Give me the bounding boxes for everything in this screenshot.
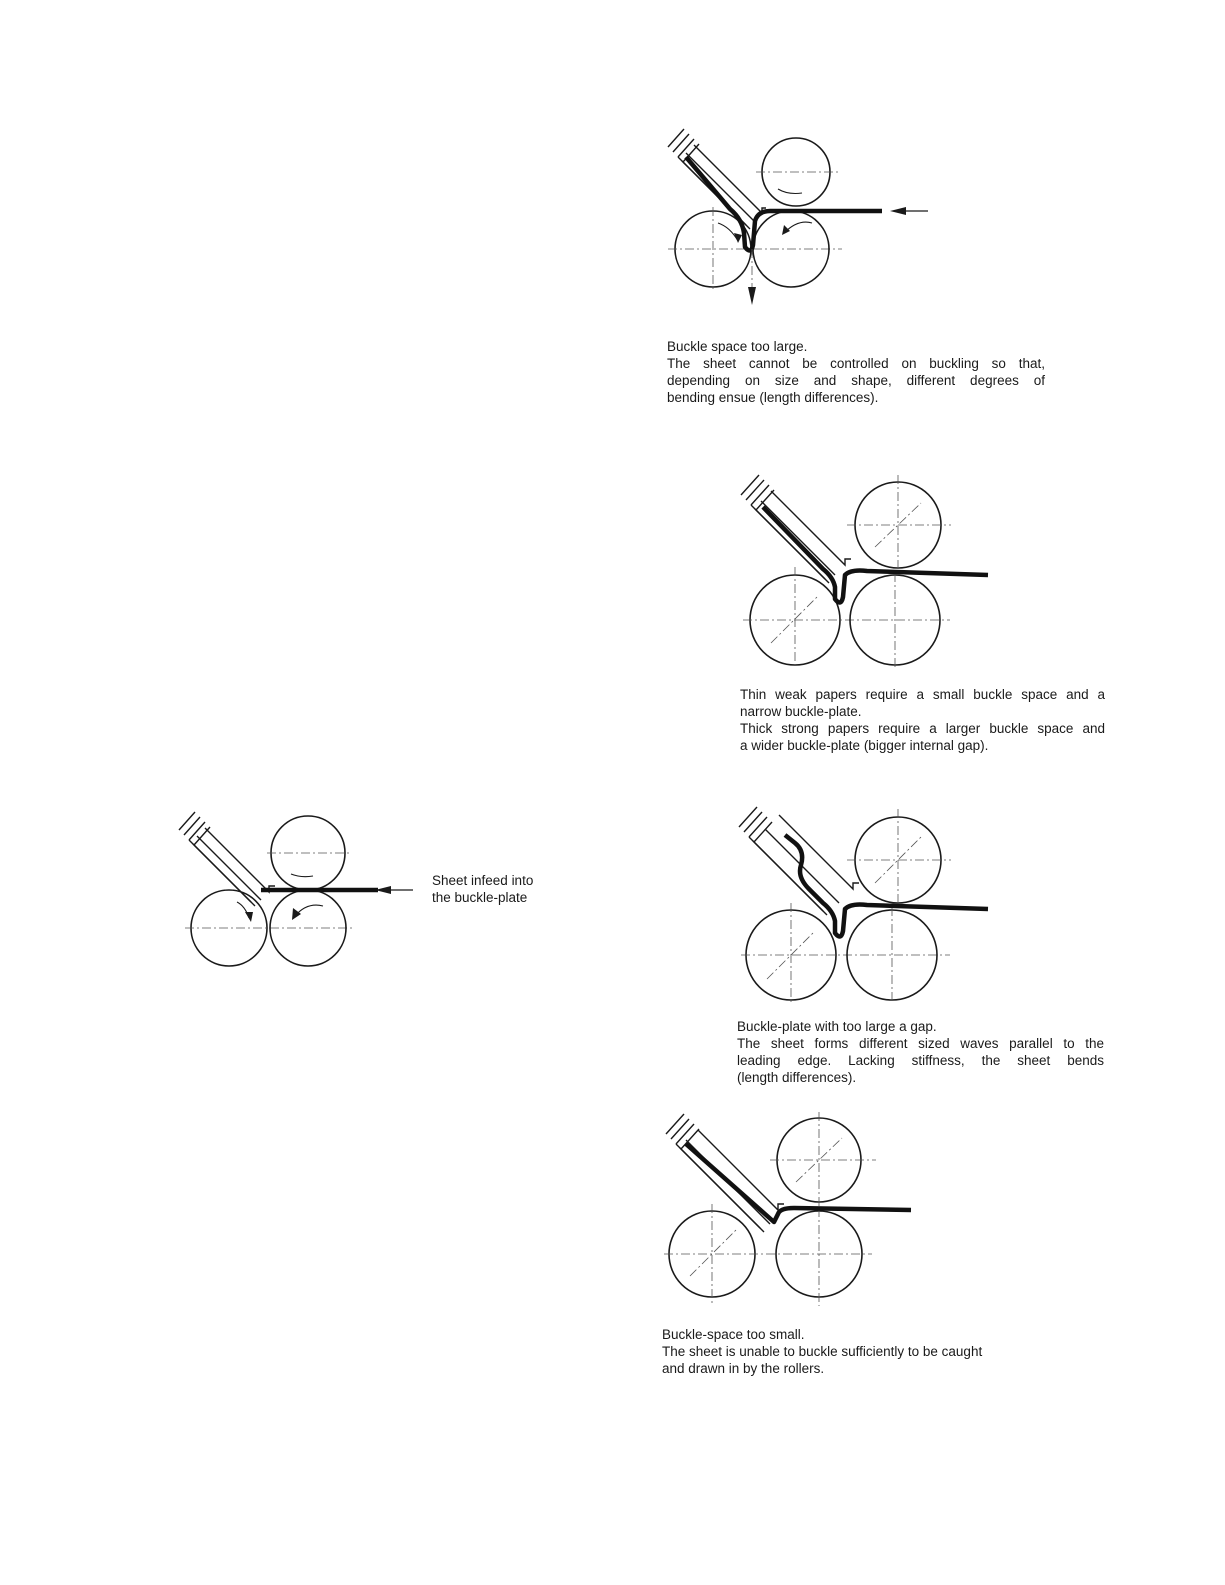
caption-line: a wider buckle-plate (bigger internal gap).: [740, 738, 989, 753]
caption-line: Buckle-space too small.: [662, 1327, 805, 1342]
diagram-gap-too-large: [735, 785, 995, 1005]
caption-sheet-infeed: [432, 872, 572, 906]
infeed-arrow-icon: [375, 886, 413, 894]
top-roller: [756, 138, 838, 206]
caption-buckle-space-too-small: [662, 1326, 1042, 1377]
diagram-buckle-space-too-small: [660, 1108, 920, 1313]
caption-thin-thick-papers: [740, 686, 1105, 754]
caption-line: The sheet forms different sized waves parallel to the: [737, 1036, 1104, 1051]
top-roller: [267, 816, 351, 890]
caption-line: Buckle space too large.: [667, 339, 808, 354]
caption-line: Buckle-plate with too large a gap.: [737, 1019, 937, 1034]
caption-line: Sheet infeed into: [432, 873, 534, 888]
top-roller: [847, 809, 951, 911]
caption-line: The sheet cannot be controlled on buckling so that,: [667, 356, 1045, 371]
buckle-plate: [741, 475, 851, 583]
outfeed-arrow-icon: [748, 249, 756, 305]
infeed-arrow-icon: [890, 207, 928, 215]
caption-line: narrow buckle-plate.: [740, 704, 862, 719]
caption-line: depending on size and shape, different degrees of: [667, 373, 1045, 388]
top-roller: [770, 1112, 876, 1212]
caption-line: Thin weak papers require a small buckle space and a: [740, 687, 1105, 702]
caption-line: and drawn in by the rollers.: [662, 1361, 825, 1376]
bottom-right-roller: [776, 1208, 862, 1306]
top-roller: [847, 475, 951, 575]
caption-gap-too-large: [737, 1018, 1104, 1086]
caption-line: bending ensue (length differences).: [667, 390, 879, 405]
caption-line: the buckle-plate: [432, 890, 528, 905]
buckle-plate: [668, 129, 766, 229]
diagram-thin-thick-papers: [735, 455, 995, 670]
caption-buckle-space-too-large: [667, 338, 1045, 406]
diagram-buckle-space-too-large: [660, 115, 950, 315]
sheet: [785, 835, 988, 937]
caption-line: leading edge. Lacking stiffness, the sheet bends: [737, 1053, 1104, 1068]
sheet: [686, 1144, 911, 1222]
sheet: [763, 507, 988, 603]
caption-line: (length differences).: [737, 1070, 857, 1085]
buckle-plate: [179, 812, 275, 906]
rotation-arrows: [237, 874, 323, 922]
caption-line: Thick strong papers require a larger buckle space and: [740, 721, 1105, 736]
caption-line: The sheet is unable to buckle sufficiently to be caught: [662, 1344, 983, 1359]
diagram-sheet-infeed: [175, 800, 420, 965]
buckle-plate: [739, 807, 859, 915]
